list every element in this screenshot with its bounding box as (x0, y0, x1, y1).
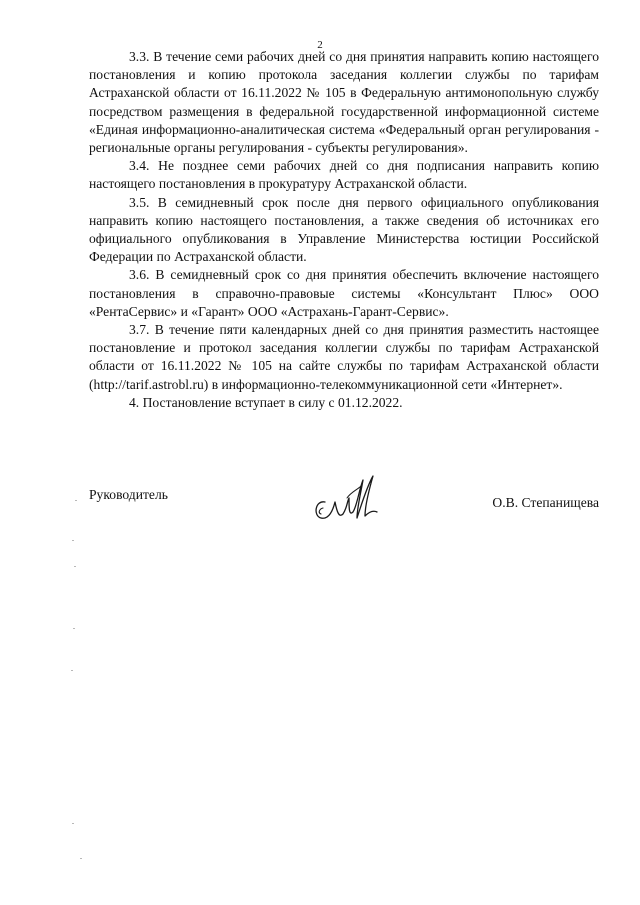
scan-speck (72, 823, 74, 824)
scan-speck (72, 540, 74, 541)
signatory-name: О.В. Степанищева (492, 495, 599, 510)
document-body (89, 48, 599, 412)
scan-speck (75, 500, 77, 501)
paragraph-4: 4. Постановление вступает в силу с 01.12.2022. (129, 394, 403, 410)
paragraph-3-3: 3.3. В течение семи рабочих дней со дня принятия направить копию настоящего постановления и копию протокола заседания коллегии службы по тарифам Астраханской области от 16.11.2022 № 105 в Федеральную антимонопольную службу посредством размещения в федеральной государственной информационной системе «Единая информационно-аналитическая система «Федеральный орган регулирования - региональные органы регулирования - субъекты регулирования». (89, 49, 599, 156)
paragraph-3-6: 3.6. В семидневный срок со дня принятия обеспечить включение настоящего постановления в справочно-правовые системы «Консультант Плюс» ООО «РентаСервис» и «Гарант» ООО «Астрахань-Гарант-Сервис». (89, 267, 599, 319)
scan-speck (74, 566, 76, 567)
paragraph-3-7: 3.7. В течение пяти календарных дней со дня принятия разместить настоящее постановление и протокол заседания коллегии службы по тарифам Астраханской области от 16.11.2022 № 105 на сайте службы по тарифам Астраханской области (http://tarif.astrobl.ru) в информационно-телекоммуникационной сети «Интернет». (89, 322, 599, 392)
scan-speck (80, 858, 82, 859)
paragraph-3-4: 3.4. Не позднее семи рабочих дней со дня подписания направить копию настоящего постановления в прокуратуру Астраханской области. (89, 158, 599, 192)
page-number: 2 (317, 39, 323, 51)
paragraph-3-5: 3.5. В семидневный срок после дня первого официального опубликования направить копию настоящего постановления, а также сведения об источниках его официального опубликования в Управление Министерства юстиции Российской Федерации по Астраханской области. (89, 194, 599, 265)
signature-block (89, 486, 599, 546)
signatory-title: Руководитель (89, 487, 168, 502)
scan-speck (71, 670, 73, 671)
scan-speck (73, 628, 75, 629)
handwritten-signature (311, 472, 386, 530)
